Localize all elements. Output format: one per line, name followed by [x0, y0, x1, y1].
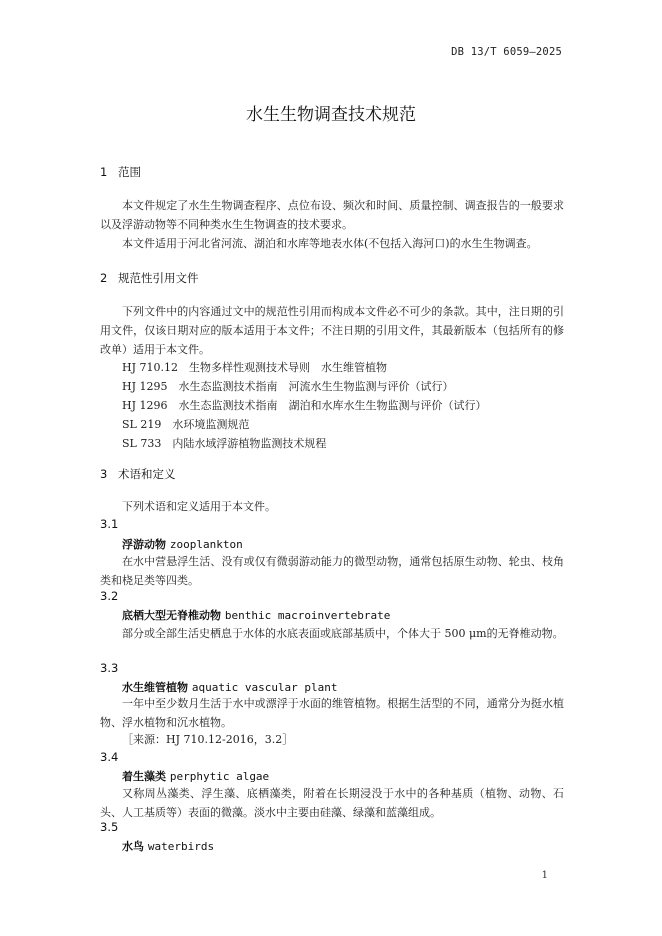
term-cn: 水生维管植物 — [122, 681, 188, 694]
section-title: 规范性引用文件 — [118, 271, 199, 285]
section-number: 1 — [100, 165, 108, 179]
term-definition: 部分或全部生活史栖息于水体的水底表面或底部基质中，个体大于 500 μm的无脊椎动物。 — [122, 627, 564, 640]
reference-item: HJ 710.12 生物多样性观测技术导则 水生维管植物 — [122, 361, 387, 374]
section-title: 术语和定义 — [118, 467, 176, 481]
term-number: 3.4 — [100, 750, 119, 764]
term-en: perphytic algae — [169, 770, 270, 783]
section-heading-refs — [100, 270, 199, 286]
term-en: benthic macroinvertebrate — [224, 609, 391, 622]
term-name — [122, 838, 214, 854]
term-number: 3.3 — [100, 661, 119, 675]
scope-paragraph-1: 本文件规定了水生生物调查程序、点位布设、频次和时间、质量控制、调查报告的一般要求以及浮游动物等不同种类水生生物调查的技术要求。 — [100, 199, 564, 231]
page-number: 1 — [541, 870, 548, 881]
scope-paragraph-2: 本文件适用于河北省河流、湖泊和水库等地表水体(不包括入海河口)的水生生物调查。 — [122, 237, 538, 250]
term-definition: 在水中营悬浮生活、没有或仅有微弱游动能力的微型动物，通常包括原生动物、轮虫、枝角类和桡足类等四类。 — [100, 555, 564, 587]
term-number: 3.1 — [100, 517, 119, 531]
terms-intro-paragraph: 下列术语和定义适用于本文件。 — [122, 500, 276, 513]
term-en: waterbirds — [147, 840, 215, 853]
term-cn: 浮游动物 — [122, 538, 166, 551]
document-title: 水生生物调查技术规范 — [246, 105, 416, 125]
refs-intro-paragraph: 下列文件中的内容通过文中的规范性引用而构成本文件必不可少的条款。其中，注日期的引用文件，仅该日期对应的版本适用于本文件；不注日期的引用文件，其最新版本（包括所有的修改单）适用于本文件。 — [100, 305, 564, 356]
term-name — [122, 536, 243, 552]
reference-item: HJ 1296 水生态监测技术指南 湖泊和水库水生生物监测与评价（试行） — [122, 399, 487, 412]
reference-item: SL 733 内陆水域浮游植物监测技术规程 — [122, 437, 327, 450]
term-en: zooplankton — [169, 538, 243, 551]
term-number: 3.2 — [100, 589, 119, 603]
section-number: 3 — [100, 467, 108, 481]
term-name — [122, 679, 338, 695]
term-source: ［来源：HJ 710.12-2016，3.2］ — [122, 733, 294, 746]
standard-code: DB 13/T 6059—2025 — [451, 46, 562, 58]
term-en: aquatic vascular plant — [191, 681, 338, 694]
term-cn: 着生藻类 — [122, 770, 166, 783]
section-heading-scope — [100, 164, 141, 180]
term-number: 3.5 — [100, 820, 119, 834]
term-cn: 底栖大型无脊椎动物 — [122, 609, 221, 622]
term-definition: 又称周丛藻类、浮生藻、底栖藻类，附着在长期浸没于水中的各种基质（植物、动物、石头、人工基质等）表面的微藻。淡水中主要由硅藻、绿藻和蓝藻组成。 — [100, 787, 564, 819]
section-number: 2 — [100, 271, 108, 285]
section-heading-terms — [100, 466, 176, 482]
term-definition: 一年中至少数月生活于水中或漂浮于水面的维管植物。根据生活型的不同，通常分为挺水植物、浮水植物和沉水植物。 — [100, 697, 564, 729]
term-name — [122, 768, 269, 784]
term-cn: 水鸟 — [122, 840, 144, 853]
section-title: 范围 — [118, 165, 141, 179]
reference-item: SL 219 水环境监测规范 — [122, 418, 250, 431]
reference-item: HJ 1295 水生态监测技术指南 河流水生生物监测与评价（试行） — [122, 380, 454, 393]
term-name — [122, 607, 390, 623]
